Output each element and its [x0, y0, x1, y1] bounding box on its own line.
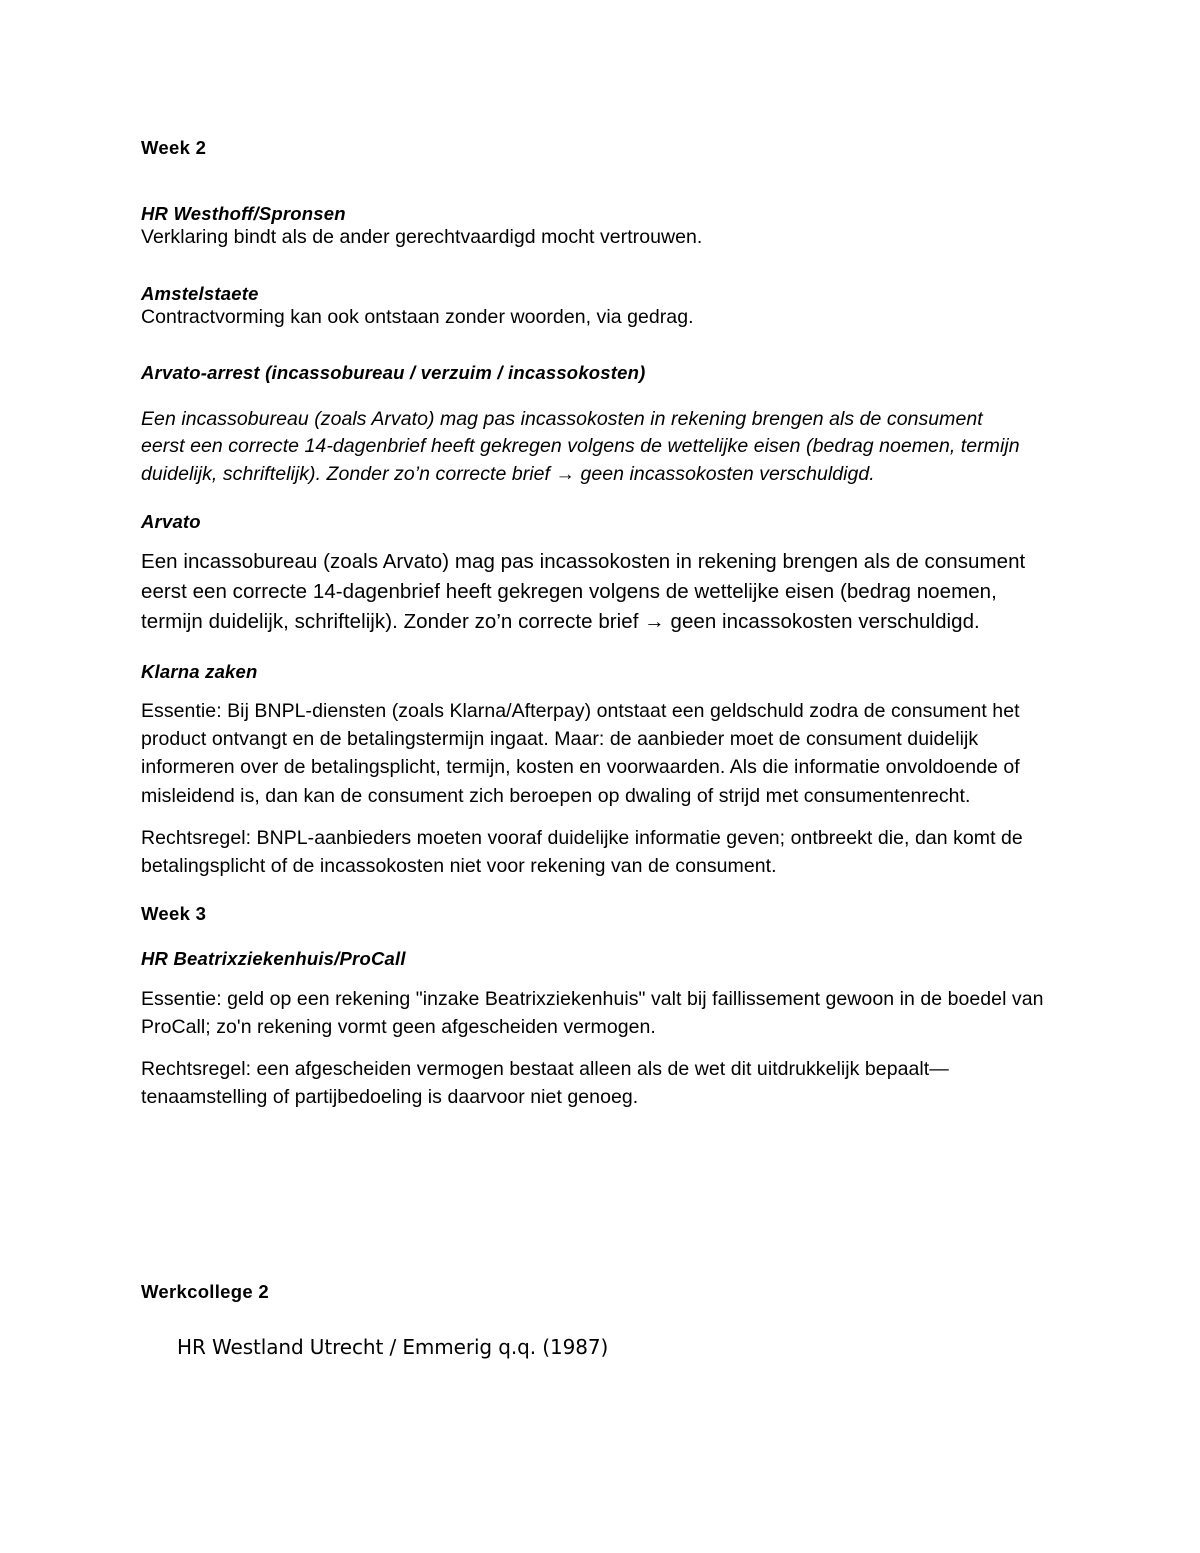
- spacer: [141, 330, 1066, 361]
- heading-arvato-arrest: Arvato-arrest (incassobureau / verzuim / incassokosten): [141, 362, 646, 384]
- spacer: [141, 1112, 1066, 1216]
- heading-amstelstaete: Amstelstaete: [141, 282, 259, 304]
- heading-week-2: Week 2: [141, 137, 207, 158]
- spacer: [141, 880, 1066, 902]
- spacer: [141, 384, 1066, 406]
- paragraph-arvato-body: Een incassobureau (zoals Arvato) mag pas incassokosten in rekening brengen als de consument eerst een correcte 14-dagenbrief heeft gekregen volgens de wettelijke eisen (bedrag noemen, termijn duidelijk, schriftelijk). Zonder zo’n correcte brief → geen incassokosten verschuldigd.: [141, 550, 1026, 634]
- spacer: [141, 638, 1066, 660]
- spacer: [141, 533, 1066, 547]
- spacer: [141, 1303, 1066, 1334]
- heading-arvato: Arvato: [141, 511, 201, 533]
- spacer: [141, 1041, 1066, 1055]
- spacer: [141, 810, 1066, 824]
- spacer: [141, 488, 1066, 510]
- heading-week-3: Week 3: [141, 903, 207, 925]
- spacer: [141, 159, 1066, 202]
- paragraph-klarna-essentie: Essentie: Bij BNPL-diensten (zoals Klarna/Afterpay) ontstaat een geldschuld zodra de consument het product ontvangt en de betalingstermijn ingaat. Maar: de aanbieder moet de consument duidelijk informeren over de betalingsplicht, termijn, kosten en voorwaarden. Als die informatie onvoldoende of misleidend is, dan kan de consument zich beroepen op dwaling of strijd met consumentenrecht.: [141, 699, 1020, 807]
- paragraph-amstelstaete-body: Contractvorming kan ook ontstaan zonder woorden, via gedrag.: [141, 305, 694, 328]
- heading-hr-westhoff-spronsen: HR Westhoff/Spronsen: [141, 203, 346, 225]
- spacer: [141, 1216, 1066, 1280]
- spacer: [141, 251, 1066, 282]
- paragraph-beatrix-rechtsregel: Rechtsregel: een afgescheiden vermogen bestaat alleen als de wet dit uitdrukkelijk bepaalt—tenaamstelling of partijbedoeling is daarvoor niet genoeg.: [141, 1058, 949, 1109]
- heading-werkcollege-2: Werkcollege 2: [141, 1280, 269, 1302]
- paragraph-beatrix-essentie: Essentie: geld op een rekening "inzake Beatrixziekenhuis" valt bij faillissement gewoon in de boedel van ProCall; zo'n rekening vormt geen afgescheiden vermogen.: [141, 987, 1044, 1038]
- heading-klarna-zaken: Klarna zaken: [141, 660, 258, 682]
- paragraph-arvato-arrest-body: Een incassobureau (zoals Arvato) mag pas incassokosten in rekening brengen als de consument eerst een correcte 14-dagenbrief heeft gekregen volgens de wettelijke eisen (bedrag noemen, termijn duidelijk, schriftelijk). Zonder zo’n correcte brief → geen incassokosten verschuldigd.: [141, 408, 1020, 485]
- list-item-hr-westland-utrecht: HR Westland Utrecht / Emmerig q.q. (1987): [177, 1334, 609, 1359]
- spacer: [141, 683, 1066, 697]
- document-content: [141, 136, 1066, 1360]
- spacer: [141, 971, 1066, 985]
- heading-hr-beatrixziekenhuis-procall: HR Beatrixziekenhuis/ProCall: [141, 948, 406, 970]
- paragraph-westhoff-body: Verklaring bindt als de ander gerechtvaardigd mocht vertrouwen.: [141, 226, 703, 249]
- spacer: [141, 925, 1066, 947]
- paragraph-klarna-rechtsregel: Rechtsregel: BNPL-aanbieders moeten vooraf duidelijke informatie geven; ontbreekt die, dan komt de betalingsplicht of de incassokosten niet voor rekening van de consument.: [141, 826, 1023, 878]
